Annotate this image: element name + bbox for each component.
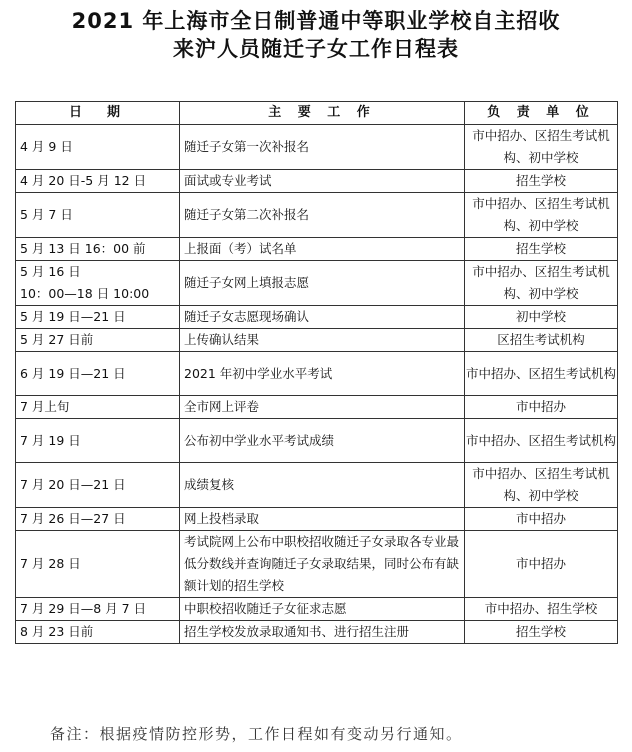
page-subtitle: 来沪人员随迁子女工作日程表 [173,37,459,61]
table-row [16,238,618,261]
cell-date: 7 月 19 日 [16,419,180,463]
cell-task: 公布初中学业水平考试成绩 [180,419,465,463]
cell-date: 5 月 7 日 [16,193,180,238]
table-row [16,125,618,170]
cell-task: 上传确认结果 [180,329,465,352]
cell-task: 网上投档录取 [180,508,465,531]
cell-task: 上报面（考）试名单 [180,238,465,261]
cell-task: 随迁子女第二次补报名 [180,193,465,238]
table-row [16,419,618,463]
header-unit: 负 责 单 位 [465,102,618,125]
cell-task: 2021 年初中学业水平考试 [180,352,465,396]
table-row [16,329,618,352]
cell-date: 7 月 28 日 [16,531,180,598]
cell-unit: 市中招办、区招生考试机构、初中学校 [465,193,618,238]
cell-unit: 招生学校 [465,238,618,261]
table-row [16,261,618,306]
cell-task: 考试院网上公布中职校招收随迁子女录取各专业最低分数线并查询随迁子女录取结果，同时公布有缺额计划的招生学校 [180,531,465,598]
cell-date: 4 月 9 日 [16,125,180,170]
cell-task: 招生学校发放录取通知书、进行招生注册 [180,621,465,644]
cell-unit: 区招生考试机构 [465,329,618,352]
header-date: 日 期 [16,102,180,125]
cell-unit: 市中招办、区招生考试机构 [465,419,618,463]
cell-task: 面试或专业考试 [180,170,465,193]
cell-date: 5 月 27 日前 [16,329,180,352]
table-row [16,306,618,329]
cell-date: 7 月 29 日—8 月 7 日 [16,598,180,621]
cell-task: 成绩复核 [180,463,465,508]
cell-task: 随迁子女志愿现场确认 [180,306,465,329]
cell-date: 7 月上旬 [16,396,180,419]
table-row [16,352,618,396]
cell-unit: 市中招办、区招生考试机构 [465,352,618,396]
table-row [16,463,618,508]
cell-date: 8 月 23 日前 [16,621,180,644]
cell-task: 随迁子女网上填报志愿 [180,261,465,306]
cell-date: 5 月 16 日 10：00—18 日 10:00 [16,261,180,306]
cell-unit: 市中招办、招生学校 [465,598,618,621]
table-row [16,531,618,598]
cell-date: 5 月 19 日—21 日 [16,306,180,329]
cell-unit: 市中招办、区招生考试机构、初中学校 [465,463,618,508]
table-row [16,621,618,644]
cell-unit: 招生学校 [465,621,618,644]
table-row [16,170,618,193]
page-title: 2021 年上海市全日制普通中等职业学校自主招收 [71,9,561,33]
cell-date: 7 月 26 日—27 日 [16,508,180,531]
table-row [16,396,618,419]
cell-task: 全市网上评卷 [180,396,465,419]
footnote: 备注：根据疫情防控形势，工作日程如有变动另行通知。 [50,725,463,743]
cell-unit: 市中招办 [465,531,618,598]
cell-date: 7 月 20 日—21 日 [16,463,180,508]
cell-date: 6 月 19 日—21 日 [16,352,180,396]
table-row [16,193,618,238]
cell-unit: 市中招办 [465,396,618,419]
cell-unit: 市中招办、区招生考试机构、初中学校 [465,125,618,170]
cell-unit: 市中招办 [465,508,618,531]
cell-date: 4 月 20 日-5 月 12 日 [16,170,180,193]
schedule-table [15,101,618,644]
table-row [16,508,618,531]
header-task: 主 要 工 作 [180,102,465,125]
table-row [16,598,618,621]
cell-unit: 初中学校 [465,306,618,329]
table-header-row [16,102,618,125]
cell-task: 随迁子女第一次补报名 [180,125,465,170]
cell-task: 中职校招收随迁子女征求志愿 [180,598,465,621]
cell-unit: 招生学校 [465,170,618,193]
cell-unit: 市中招办、区招生考试机构、初中学校 [465,261,618,306]
cell-date: 5 月 13 日 16：00 前 [16,238,180,261]
schedule-body [16,125,618,644]
